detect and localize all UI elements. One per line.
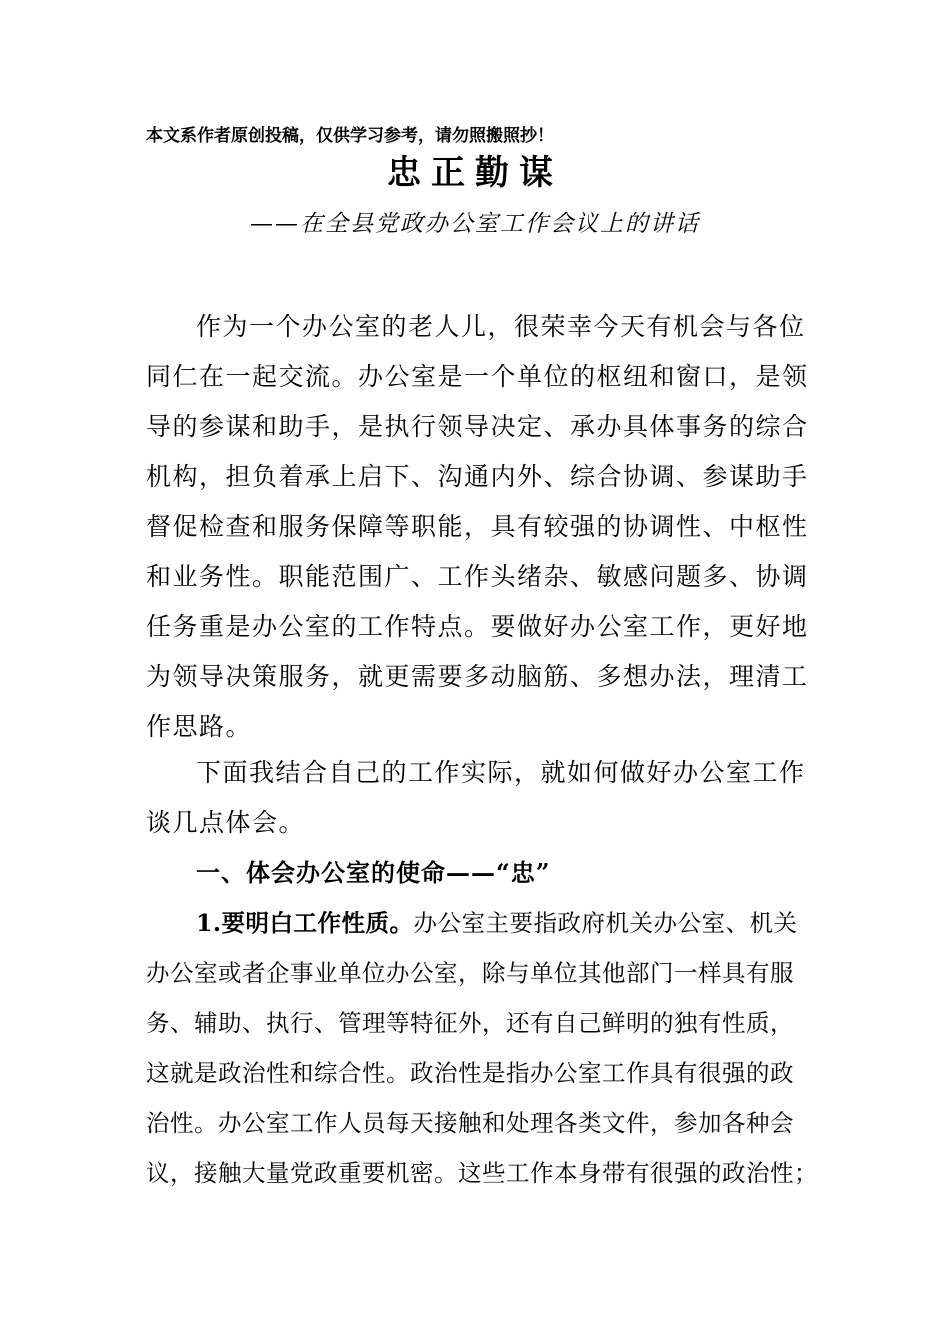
paragraph-line: 作思路。	[146, 712, 253, 741]
paragraph-work-nature	[146, 898, 818, 1198]
paragraph-line: 任务重是办公室的工作特点。要做好办公室工作，更好地	[146, 612, 809, 641]
paragraph-line: 治性。办公室工作人员每天接触和处理各类文件，参加各种会	[146, 1109, 794, 1137]
page-title: 忠正勤谋	[387, 153, 563, 193]
paragraph-line: 作为一个办公室的老人儿，很荣幸今天有机会与各位	[196, 312, 806, 341]
paragraph-line: 办公室或者企事业单位办公室，除与单位其他部门一样具有服	[146, 959, 794, 987]
paragraph-line: 务、辅助、执行、管理等特征外，还有自己鲜明的独有性质，	[146, 1009, 794, 1037]
paragraph-line: 机构，担负着承上启下、沟通内外、综合协调、参谋助手	[146, 462, 809, 491]
paragraph-lead-bold: 1.要明白工作性质。	[196, 909, 414, 937]
section-heading: 一、体会办公室的使命——“忠”	[196, 858, 551, 887]
paragraph-line: 同仁在一起交流。办公室是一个单位的枢纽和窗口，是领	[146, 362, 809, 391]
paragraph-line: 导的参谋和助手，是执行领导决定、承办具体事务的综合	[146, 412, 809, 441]
paragraph-line: 谈几点体会。	[146, 808, 306, 837]
paragraph-first-line-rest: 办公室主要指政府机关办公室、机关	[413, 909, 798, 937]
paragraph-line: 议，接触大量党政重要机密。这些工作本身带有很强的政治性；	[146, 1159, 818, 1187]
paragraph-line: 为领导决策服务，就更需要多动脑筋、多想办法，理清工	[146, 662, 809, 691]
paragraph-first-line	[146, 898, 806, 948]
paragraph-intro	[146, 302, 809, 752]
paragraph-line: 督促检查和服务保障等职能，具有较强的协调性、中枢性	[146, 512, 809, 541]
paragraph-line: 这就是政治性和综合性。政治性是指办公室工作具有很强的政	[146, 1059, 794, 1087]
paragraph-line: 下面我结合自己的工作实际，就如何做好办公室工作	[196, 758, 806, 787]
paragraph-transition	[146, 748, 806, 848]
paragraph-line: 和业务性。职能范围广、工作头绪杂、敏感问题多、协调	[146, 562, 809, 591]
page-subtitle: ——在全县党政办公室工作会议上的讲话	[250, 211, 700, 237]
copyright-notice: 本文系作者原创投稿，仅供学习参考，请勿照搬照抄！	[146, 126, 554, 146]
